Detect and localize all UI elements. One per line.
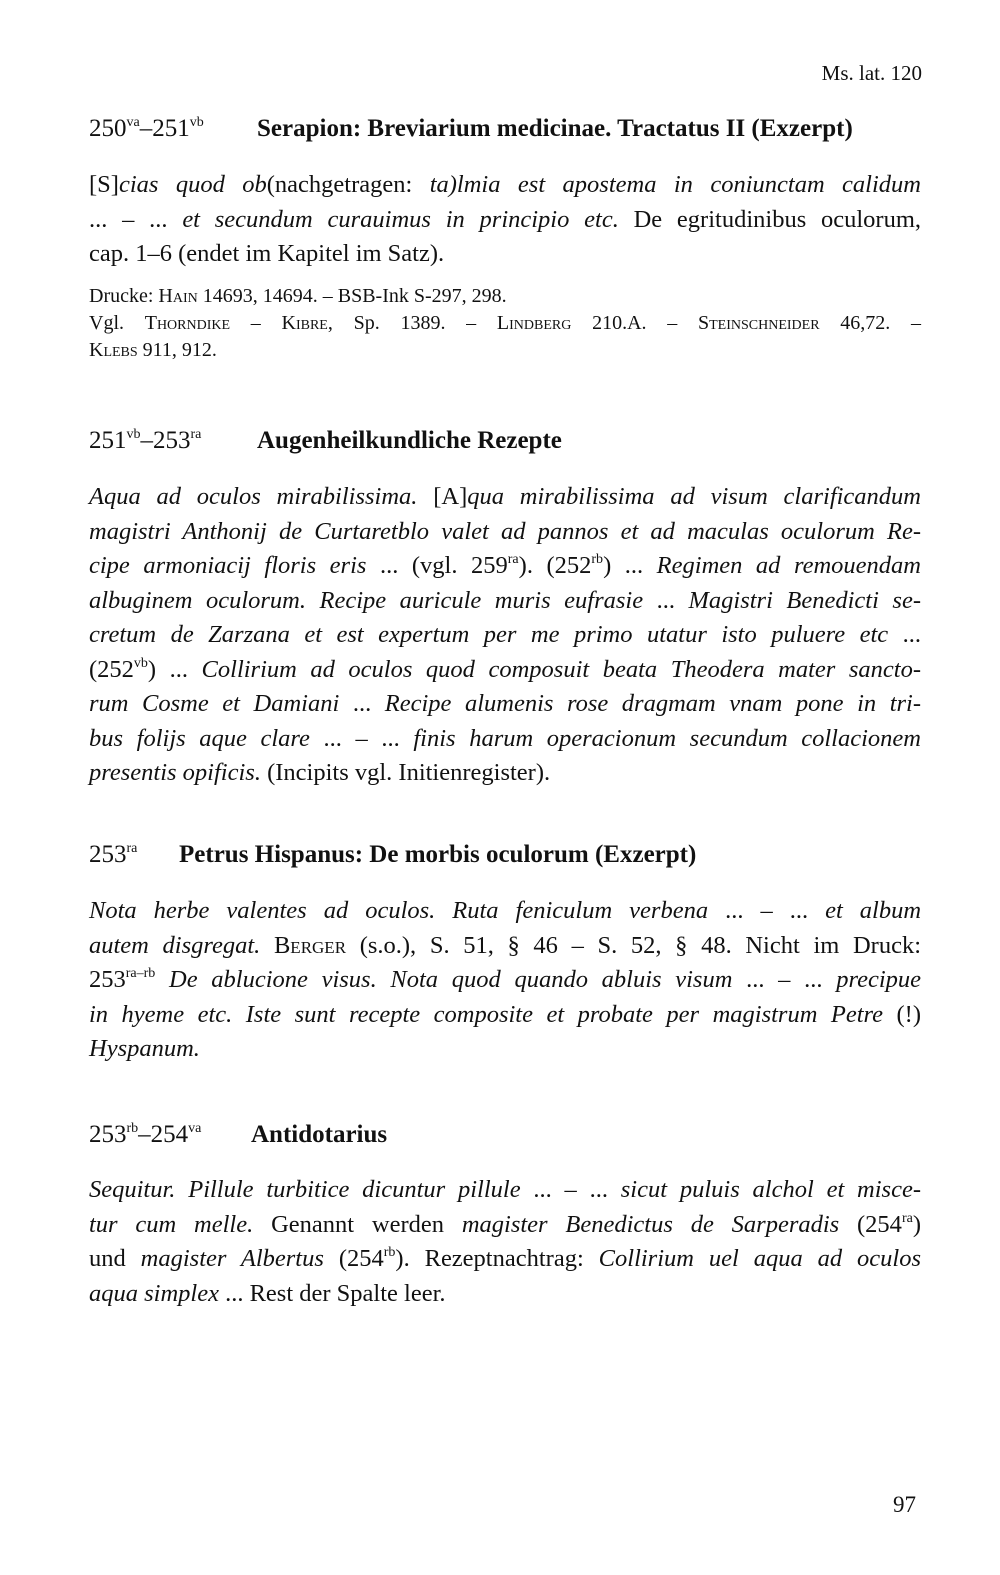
- text-line: ... – ... et secundum curauimus in principio etc. De egritudinibus oculorum,: [89, 205, 922, 233]
- text-line: bus folijs aque clare ... – ... finis harum operacionum secundum collacionem: [89, 724, 921, 752]
- text-line: presentis opificis. (Incipits vgl. Initienregister).: [89, 759, 551, 786]
- text-line: Sequitur. Pillule turbitice dicuntur pillule ... – ... sicut puluis alchol et misce-: [89, 1176, 921, 1203]
- entry-references: [89, 283, 921, 364]
- entry-heading: [89, 112, 853, 147]
- text-line: $(252^{vb})$ ... Collirium ad oculos quod composuit beata Theodera mater sancto-: [89, 655, 921, 683]
- page-number: 97: [893, 1492, 916, 1517]
- text-line: $253^{ra-rb}$ De ablucione visus. Nota quod quando abluis visum ... – ... precipue: [89, 966, 922, 993]
- entry-heading: [89, 838, 696, 873]
- entry-body: [89, 168, 921, 272]
- entry-title: Petrus Hispanus: De morbis oculorum (Exzerpt): [179, 841, 697, 868]
- text-line: [S]cias quod ob(nachgetragen: ta)lmia est apostema in coniunctam calidum: [89, 171, 921, 198]
- text-line: Hyspanum.: [89, 1035, 200, 1062]
- entry-title: Augenheilkundliche Rezepte: [257, 427, 562, 454]
- entry-title: Antidotarius: [251, 1121, 388, 1148]
- text-line: cipe armoniacij floris eris ... (vgl. $259^{ra}$). $(252^{rb})$ ... Regimen ad remouendam: [89, 552, 921, 579]
- text-line: cretum de Zarzana et est expertum per me primo utatur isto puluere etc ...: [89, 621, 921, 648]
- entry-body: [89, 480, 921, 791]
- text-line: albuginem oculorum. Recipe auricule muris eufrasie ... Magistri Benedicti se-: [89, 586, 921, 614]
- reference-line: Vgl. Thorndike – Kibre, Sp. 1389. – Lindberg 210.A. – Steinschneider 46,72. –: [89, 312, 922, 334]
- text-line: rum Cosme et Damiani ... Recipe alumenis rose dragmam vnam pone in tri-: [89, 690, 921, 717]
- entry-heading: [89, 1118, 387, 1153]
- entry-folio: $253^{ra}$: [89, 841, 138, 868]
- text-line: in hyeme etc. Iste sunt recepte composite et probate per magistrum Petre (!): [89, 1000, 921, 1028]
- entry-folio: $251^{vb}-253^{ra}$: [89, 427, 202, 454]
- entry-folio: $253^{rb}-254^{va}$: [89, 1121, 202, 1148]
- text-line: Aqua ad oculos mirabilissima. [A]qua mirabilissima ad visum clarificandum: [89, 483, 921, 510]
- entry-body: [89, 894, 921, 1067]
- reference-line: Klebs 911, 912.: [89, 339, 217, 361]
- text-line: cap. 1–6 (endet im Kapitel im Satz).: [89, 240, 445, 267]
- entry-folio: $250^{va}-251^{vb}$: [89, 115, 204, 142]
- text-line: aqua simplex ... Rest der Spalte leer.: [89, 1279, 446, 1307]
- text-line: magistri Anthonij de Curtaretblo valet ad pannos et ad maculas oculorum Re-: [89, 517, 921, 545]
- reference-line: Drucke: Hain 14693, 14694. – BSB-Ink S-297, 298.: [89, 285, 507, 307]
- text-line: tur cum melle. Genannt werden magister Benedictus de Sarperadis $(254^{ra})$: [89, 1210, 921, 1238]
- running-header-shelfmark: Ms. lat. 120: [821, 61, 922, 85]
- entry-heading: [89, 424, 562, 459]
- text-line: und magister Albertus $(254^{rb})$. Rezeptnachtrag: Collirium uel aqua ad oculos: [89, 1245, 921, 1272]
- text-line: autem disgregat. Berger (s.o.), S. 51, § 46 – S. 52, § 48. Nicht im Druck:: [89, 931, 921, 959]
- entry-title: Serapion: Breviarium medicinae. Tractatus II (Exzerpt): [257, 115, 853, 142]
- text-line: Nota herbe valentes ad oculos. Ruta feniculum verbena ... – ... et album: [89, 897, 922, 924]
- entry-body: [89, 1173, 921, 1311]
